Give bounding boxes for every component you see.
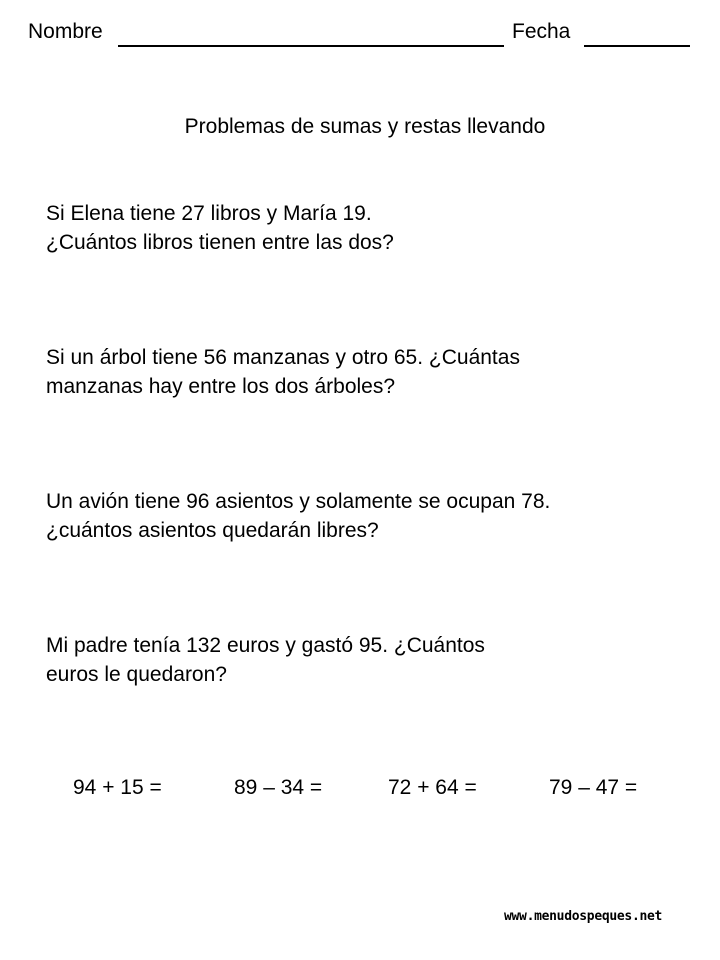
problem-text-line: ¿cuántos asientos quedarán libres? bbox=[46, 519, 379, 542]
problem-text-line: Si un árbol tiene 56 manzanas y otro 65. ¿Cuántas bbox=[46, 346, 520, 369]
operation-4: 79 – 47 = bbox=[549, 776, 638, 799]
word-problem-2 bbox=[46, 343, 686, 401]
arithmetic-operations-row bbox=[0, 776, 720, 804]
operation-1: 94 + 15 = bbox=[73, 776, 162, 799]
operation-3: 72 + 64 = bbox=[388, 776, 477, 799]
problem-text-line: Un avión tiene 96 asientos y solamente se ocupan 78. bbox=[46, 490, 551, 513]
problem-text-line: manzanas hay entre los dos árboles? bbox=[46, 375, 396, 398]
word-problem-1 bbox=[46, 199, 686, 257]
date-blank-line bbox=[584, 45, 690, 47]
problem-text-line: Mi padre tenía 132 euros y gastó 95. ¿Cuántos bbox=[46, 634, 485, 657]
name-label: Nombre bbox=[28, 20, 103, 43]
problem-text-line: euros le quedaron? bbox=[46, 663, 227, 686]
worksheet-title: Problemas de sumas y restas llevando bbox=[184, 115, 546, 138]
word-problem-4 bbox=[46, 631, 686, 689]
word-problem-3 bbox=[46, 487, 686, 545]
date-label: Fecha bbox=[512, 20, 571, 43]
name-blank-line bbox=[118, 45, 504, 47]
operation-2: 89 – 34 = bbox=[234, 776, 323, 799]
worksheet-header bbox=[28, 18, 698, 50]
problem-text-line: ¿Cuántos libros tienen entre las dos? bbox=[46, 231, 394, 254]
website-footer: www.menudospeques.net bbox=[504, 909, 663, 924]
problem-text-line: Si Elena tiene 27 libros y María 19. bbox=[46, 202, 372, 225]
